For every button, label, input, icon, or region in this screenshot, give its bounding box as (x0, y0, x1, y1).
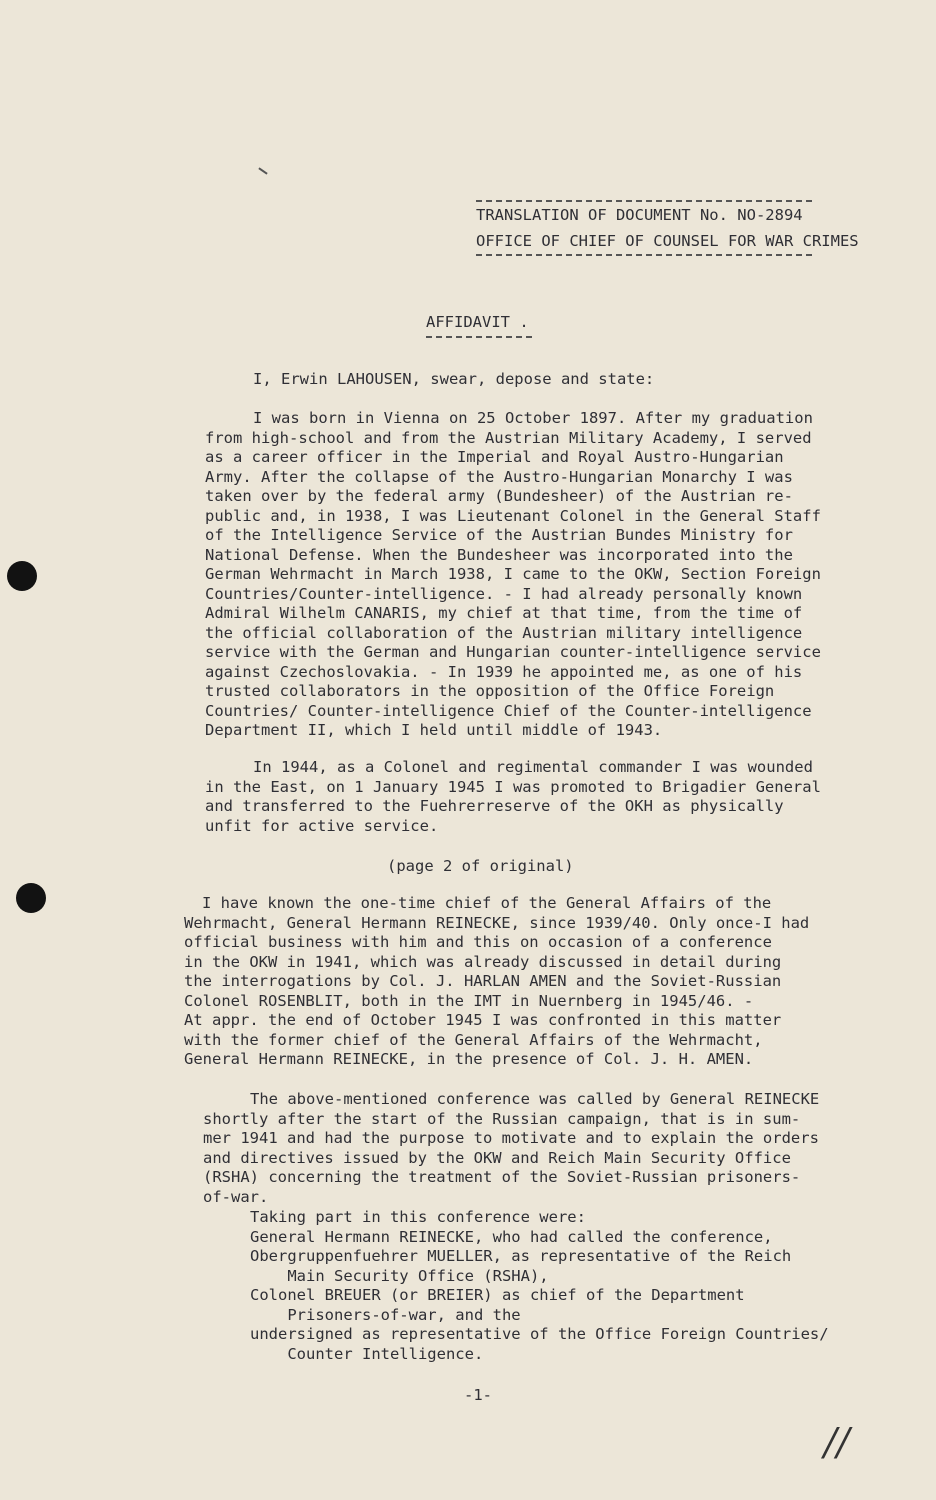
affidavit-title: AFFIDAVIT . (426, 313, 529, 331)
paragraph-first-line: I have known the one-time chief of the General Affairs of the (202, 894, 772, 912)
paragraph-1-text (205, 409, 821, 741)
paragraph-4-text (203, 1090, 819, 1207)
paragraph-rest: from high-school and from the Austrian Military Academy, I served as a career officer in the Imperial and Royal Austro-Hungarian Army. After the collapse of the Austro-Hungarian Monarchy I was taken over by the federal army (Bundesheer) of the Austrian re- public and, in 1938, I was Lieutenant Colonel in the General Staff of the Intelligence Service of the Austrian Bundes Ministry for National Defense. When the Bundesheer was incorporated into the German Wehrmacht in March 1938, I came to the OKW, Section Foreign Countries/Counter-intelligence. - I had already personally known Admiral Wilhelm CANARIS, my chief at that time, from the time of the official collaboration of the Austrian military intelligence service with the German and Hungarian counter-intelligence service against Czechoslovakia. - In 1939 he appointed me, as one of his trusted collaborators in the opposition of the Office Foreign Countries/ Counter-intelligence Chief of the Counter-intelligence Department II, which I held until middle of 1943. (205, 428, 821, 739)
paragraph-rest: shortly after the start of the Russian campaign, that is in sum- mer 1941 and had the purpose to motivate and to explain the orders and directives issued by the OKW and Reich Main Security Office (RSHA) concerning the treatment of the Soviet-Russian prisoners- of-war. (203, 1109, 819, 1206)
paragraph-2-text (205, 758, 821, 836)
header-dash-bottom (476, 254, 812, 256)
paragraph-conference (203, 1090, 819, 1207)
page-number: -1- (464, 1386, 492, 1404)
header-line-office: OFFICE OF CHIEF OF COUNSEL FOR WAR CRIMES (476, 232, 859, 250)
title-underline (426, 336, 532, 338)
intro-line: I, Erwin LAHOUSEN, swear, depose and state: (253, 370, 655, 388)
page-note: (page 2 of original) (387, 857, 574, 875)
handwritten-mark: // (824, 1420, 850, 1464)
paragraph-rest: in the East, on 1 January 1945 I was promoted to Brigadier General and transferred to the Fuehrerreserve of the OKH as physically unfit for active service. (205, 777, 821, 835)
paragraph-reinecke (184, 894, 809, 1070)
header-line-translation: TRANSLATION OF DOCUMENT No. NO-2894 (476, 206, 803, 224)
ink-mark (258, 167, 267, 174)
paragraph-first-line: I was born in Vienna on 25 October 1897. After my graduation (253, 409, 813, 427)
paragraph-3-text (184, 894, 809, 1070)
participants-list: Taking part in this conference were: General Hermann REINECKE, who had called the conference, Obergruppenfuehrer MUELLER, as representative of the Reich Main Security Office (RSHA), Colonel BREUER (or BREIER) as chief of the Department Prisoners-of-war, and the undersigned as representative of the Office Foreign Countries/ Counter Intelligence. (250, 1208, 829, 1363)
document-header (476, 200, 876, 256)
paragraph-rest: Wehrmacht, General Hermann REINECKE, since 1939/40. Only once-I had official business with him and this on occasion of a conference in the OKW in 1941, which was already discussed in detail during the interrogations by Col. J. HARLAN AMEN and the Soviet-Russian Colonel ROSENBLIT, both in the IMT in Nuernberg in 1945/46. - At appr. the end of October 1945 I was confronted in this matter with the former chief of the General Affairs of the Wehrmacht, General Hermann REINECKE, in the presence of Col. J. H. AMEN. (184, 913, 810, 1068)
paragraph-wounded (205, 758, 821, 836)
punch-hole-top (7, 561, 37, 591)
punch-hole-bottom (16, 883, 46, 913)
paragraph-background (205, 409, 821, 741)
paragraph-first-line: The above-mentioned conference was called by General REINECKE (250, 1090, 820, 1108)
paragraph-first-line: In 1944, as a Colonel and regimental commander I was wounded (253, 758, 813, 776)
